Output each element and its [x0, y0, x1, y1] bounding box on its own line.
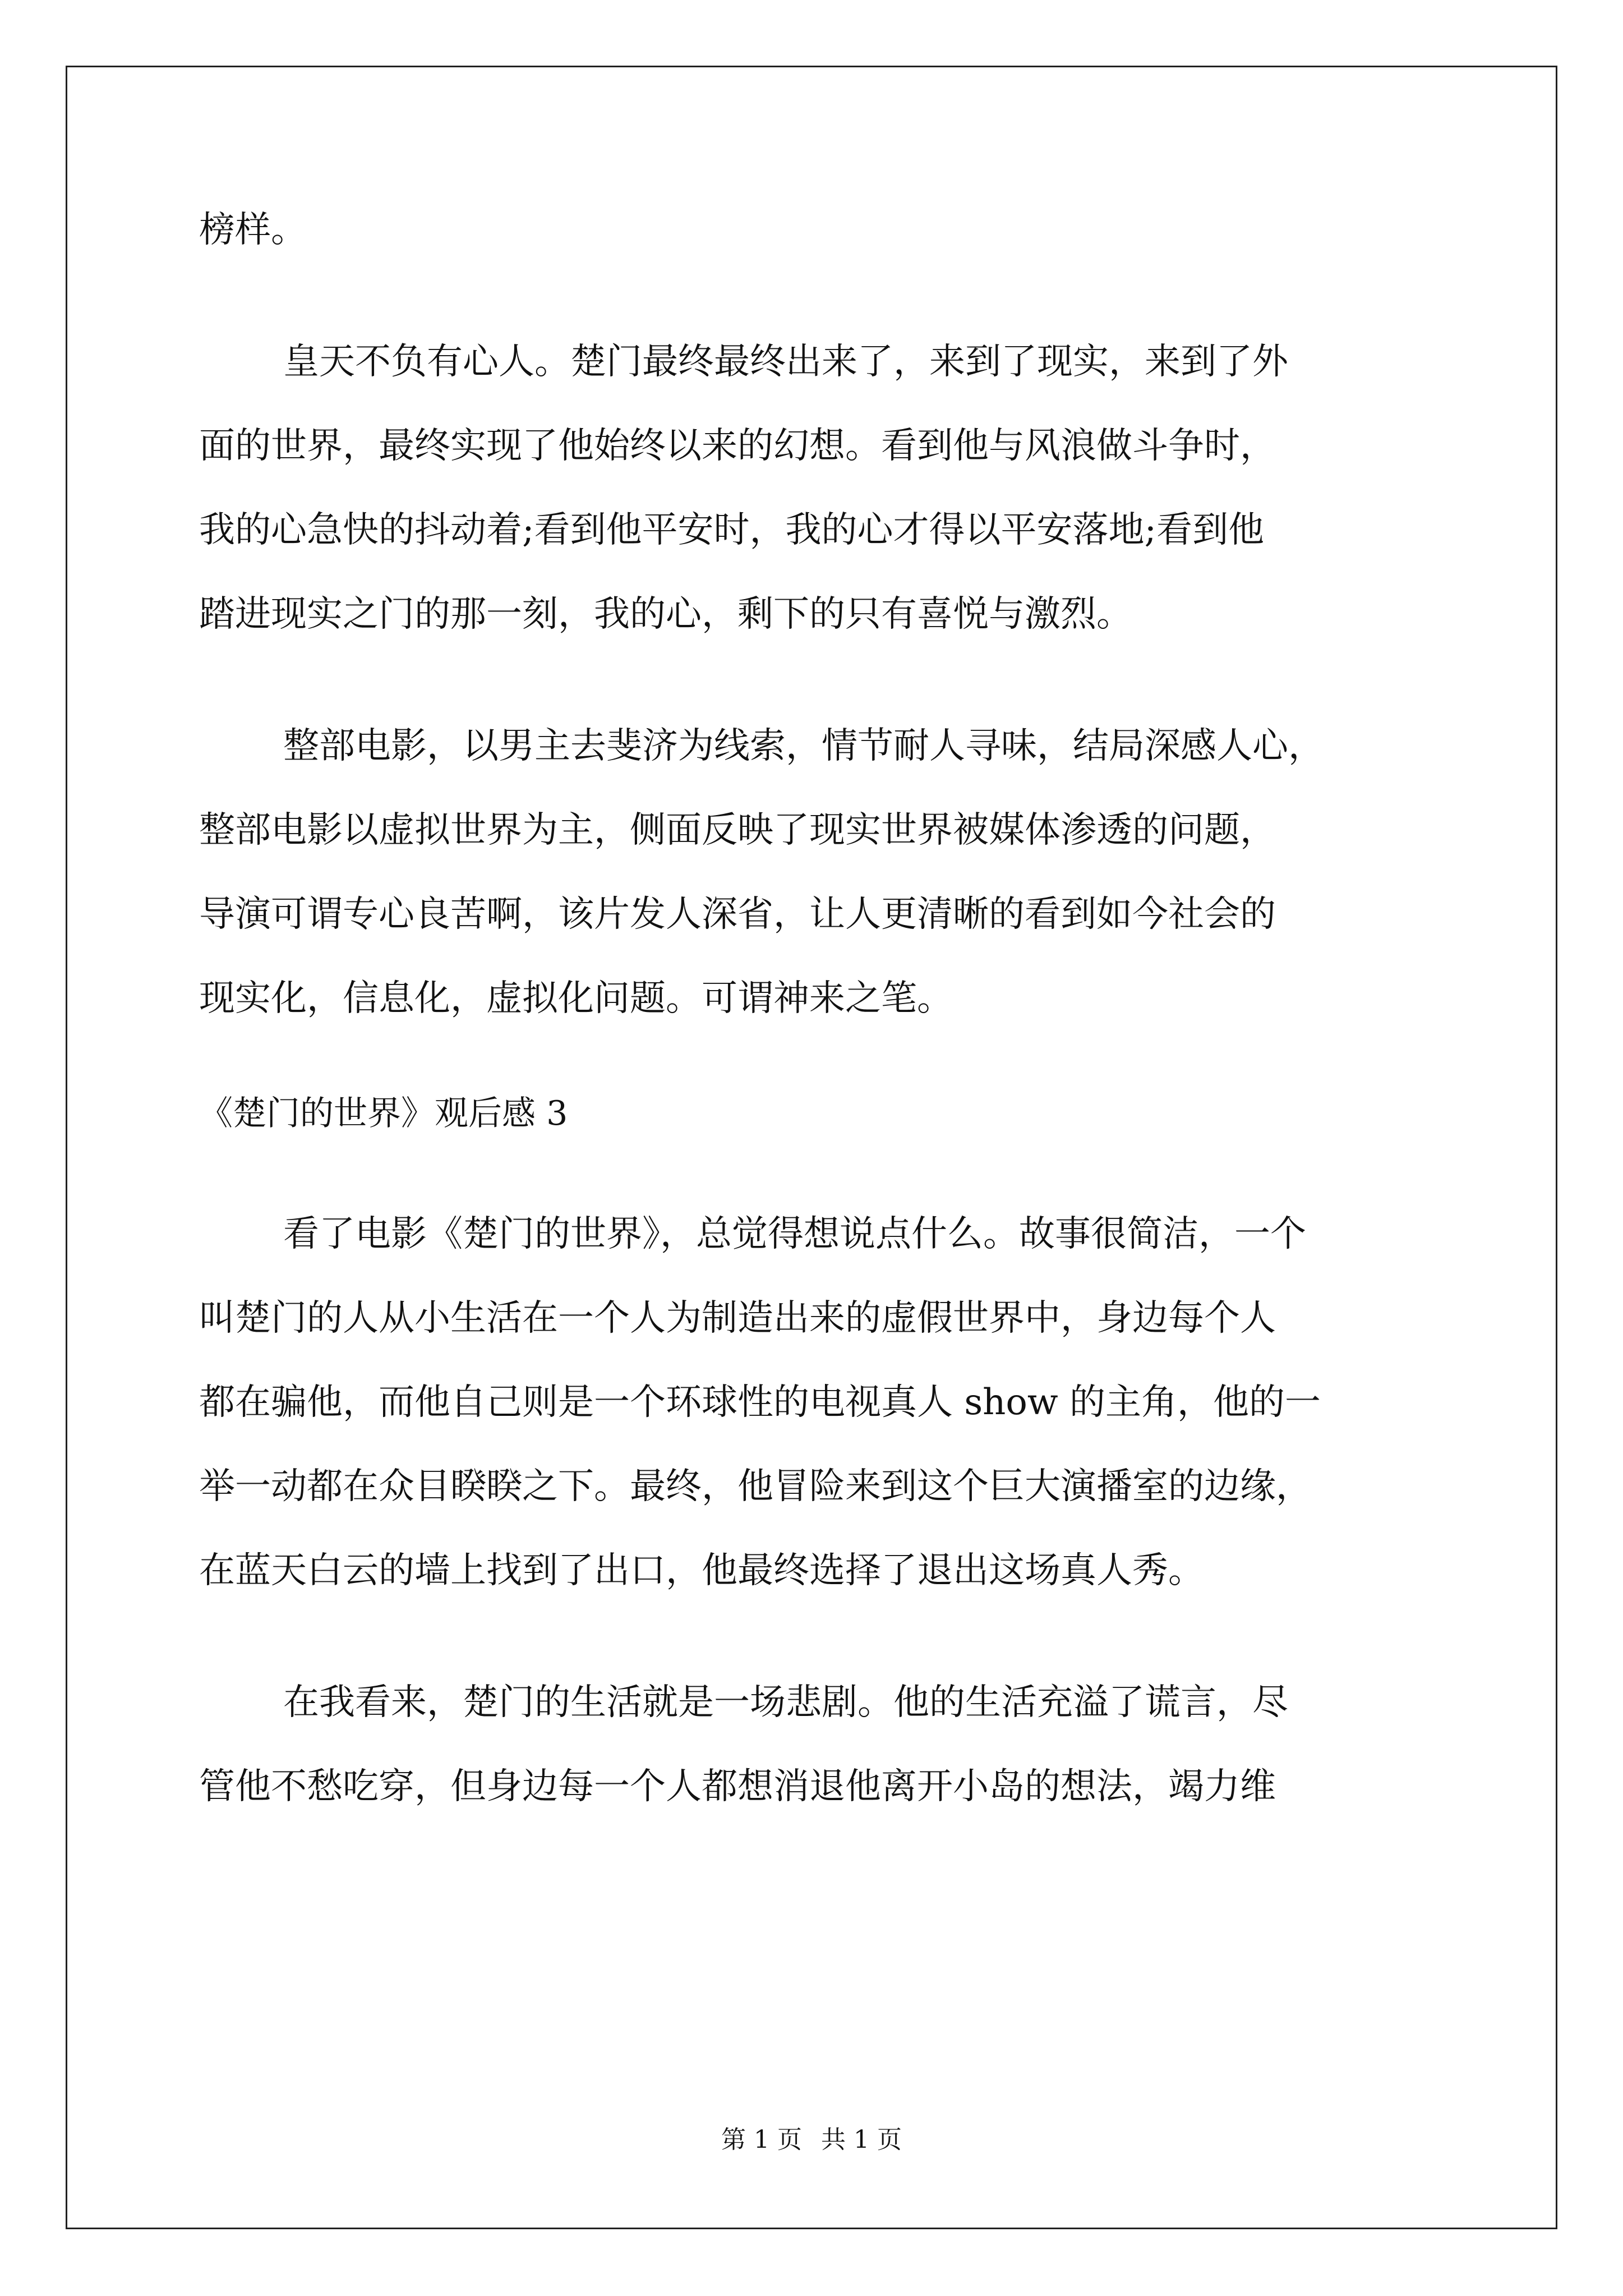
paragraph-line: 现实化，信息化，虚拟化问题。可谓神来之笔。	[199, 978, 953, 1019]
paragraph-line: 举一动都在众目睽睽之下。最终，他冒险来到这个巨大演播室的边缘，	[199, 1466, 1312, 1507]
paragraph-line: 导演可谓专心良苦啊，该片发人深省，让人更清晰的看到如今社会的	[199, 894, 1276, 935]
paragraph-line: 踏进现实之门的那一刻，我的心，剩下的只有喜悦与激烈。	[199, 593, 1132, 635]
paragraph-line: 我的心急快的抖动着;看到他平安时，我的心才得以平安落地;看到他	[199, 509, 1265, 551]
page-footer	[0, 2124, 1623, 2156]
page-border	[66, 66, 1557, 2229]
paragraph-line: 在我看来，楚门的生活就是一场悲剧。他的生活充溢了谎言，尽	[283, 1682, 1288, 1723]
section-heading: 《楚门的世界》观后感 3	[199, 1094, 568, 1133]
page-number: 第 1 页	[721, 2125, 802, 2154]
paragraph-line: 榜样。	[199, 209, 307, 251]
paragraph-line: 面的世界，最终实现了他始终以来的幻想。看到他与风浪做斗争时，	[199, 425, 1276, 467]
paragraph-line: 皇天不负有心人。楚门最终最终出来了，来到了现实，来到了外	[283, 341, 1288, 383]
paragraph-line: 整部电影，以男主去斐济为线索，情节耐人寻味，结局深感人心，	[283, 725, 1324, 767]
paragraph-line: 叫楚门的人从小生活在一个人为制造出来的虚假世界中，身边每个人	[199, 1297, 1276, 1339]
paragraph-line: 在蓝天白云的墙上找到了出口，他最终选择了退出这场真人秀。	[199, 1550, 1204, 1591]
page-total: 共 1 页	[821, 2125, 902, 2154]
paragraph-line: 看了电影《楚门的世界》，总觉得想说点什么。故事很简洁，一个	[283, 1213, 1306, 1255]
paragraph-line: 整部电影以虚拟世界为主，侧面反映了现实世界被媒体渗透的问题，	[199, 809, 1276, 851]
paragraph-line: 管他不愁吃穿，但身边每一个人都想消退他离开小岛的想法，竭力维	[199, 1766, 1276, 1807]
paragraph-line: 都在骗他，而他自己则是一个环球性的电视真人 show 的主角，他的一	[199, 1382, 1321, 1423]
